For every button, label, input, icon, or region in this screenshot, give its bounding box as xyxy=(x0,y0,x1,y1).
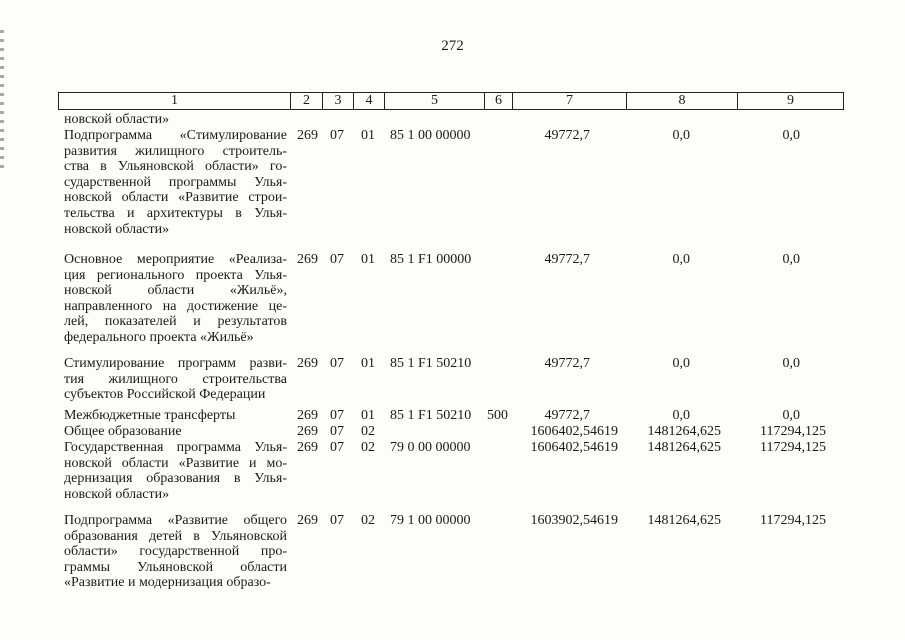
header-col-5: 5 xyxy=(385,93,485,109)
cell-col-4: 02 xyxy=(361,424,375,439)
description-line: лей, показателей и результатов xyxy=(64,314,287,330)
description-line: новской области «Развитие и мо- xyxy=(64,455,287,471)
description-line: субъектов Российской Федерации xyxy=(64,387,266,403)
description-line: Основное мероприятие «Реализа- xyxy=(64,252,287,267)
cell-col-3: 07 xyxy=(330,128,344,143)
cell-col-8: 1481264,625 xyxy=(647,440,721,455)
cell-col-7: 1606402,54619 xyxy=(530,424,618,439)
table-header xyxy=(58,92,844,110)
description-line: ция регионального проекта Улья- xyxy=(64,267,287,283)
cell-col-7: 49772,7 xyxy=(544,408,590,423)
description-line: тия жилищного строительства xyxy=(64,371,287,387)
cell-col-3: 07 xyxy=(330,408,344,423)
cell-col-9: 117294,125 xyxy=(760,440,826,455)
description-line: новской области «Развитие строи- xyxy=(64,190,287,206)
cell-col-8: 0,0 xyxy=(672,128,690,143)
cell-col-2: 269 xyxy=(297,513,318,528)
cell-col-2: 269 xyxy=(297,128,318,143)
cell-col-9: 0,0 xyxy=(782,128,800,143)
row-description xyxy=(64,440,287,502)
cell-col-3: 07 xyxy=(330,440,344,455)
cell-col-8: 1481264,625 xyxy=(647,424,721,439)
cell-col-4: 02 xyxy=(361,513,375,528)
cell-col-4: 01 xyxy=(361,252,375,267)
cell-col-5: 85 1 00 00000 xyxy=(390,128,471,143)
cell-col-9: 0,0 xyxy=(782,356,800,371)
description-line: Подпрограмма «Развитие общего xyxy=(64,513,287,528)
cell-col-9: 0,0 xyxy=(782,408,800,423)
cell-col-5: 79 1 00 00000 xyxy=(390,513,471,528)
cell-col-7: 49772,7 xyxy=(544,356,590,371)
cell-col-6: 500 xyxy=(487,408,508,423)
description-line: граммы Ульяновской области xyxy=(64,559,287,575)
header-col-3: 3 xyxy=(323,93,354,109)
cell-col-7: 49772,7 xyxy=(544,128,590,143)
cell-col-2: 269 xyxy=(297,424,318,439)
description-line: новской области» xyxy=(64,221,170,237)
cell-col-3: 07 xyxy=(330,356,344,371)
description-line: «Развитие и модернизация образо- xyxy=(64,575,271,591)
cell-col-5: 79 0 00 00000 xyxy=(390,440,471,455)
description-line: новской области» xyxy=(64,112,170,127)
cell-col-4: 01 xyxy=(361,356,375,371)
cell-col-3: 07 xyxy=(330,424,344,439)
row-description xyxy=(64,356,287,403)
cell-col-4: 01 xyxy=(361,408,375,423)
cell-col-3: 07 xyxy=(330,513,344,528)
cell-col-8: 0,0 xyxy=(672,252,690,267)
cell-col-9: 0,0 xyxy=(782,252,800,267)
description-line: Общее образование xyxy=(64,424,182,439)
header-col-4: 4 xyxy=(354,93,385,109)
cell-col-5: 85 1 F1 50210 xyxy=(390,356,472,371)
description-line: федерального проекта «Жильё» xyxy=(64,329,254,345)
description-line: образования детей в Ульяновской xyxy=(64,528,287,544)
cell-col-8: 1481264,625 xyxy=(647,513,721,528)
description-line: новской области» xyxy=(64,486,170,502)
description-line: дернизация образования в Улья- xyxy=(64,471,287,487)
description-line: новской области «Жильё», xyxy=(64,283,287,299)
cell-col-7: 1603902,54619 xyxy=(530,513,618,528)
header-col-8: 8 xyxy=(627,93,738,109)
header-col-7: 7 xyxy=(513,93,627,109)
cell-col-2: 269 xyxy=(297,440,318,455)
description-line: области» государственной про- xyxy=(64,544,287,560)
description-line: Подпрограмма «Стимулирование xyxy=(64,128,287,143)
cell-col-2: 269 xyxy=(297,252,318,267)
description-line: Межбюджетные трансферты xyxy=(64,408,236,423)
cell-col-5: 85 1 F1 50210 xyxy=(390,408,472,423)
row-description xyxy=(64,128,287,237)
cell-col-2: 269 xyxy=(297,356,318,371)
cell-col-8: 0,0 xyxy=(672,356,690,371)
description-line: направленного на достижение це- xyxy=(64,298,287,314)
description-line: ства в Ульяновской области» го- xyxy=(64,159,287,175)
row-description xyxy=(64,252,287,346)
cell-col-7: 1606402,54619 xyxy=(530,440,618,455)
cell-col-7: 49772,7 xyxy=(544,252,590,267)
cell-col-9: 117294,125 xyxy=(760,513,826,528)
header-col-9: 9 xyxy=(787,93,794,108)
row-description xyxy=(64,424,287,440)
cell-col-4: 01 xyxy=(361,128,375,143)
header-col-6: 6 xyxy=(485,93,513,109)
description-line: Государственная программа Улья- xyxy=(64,440,287,455)
cell-col-2: 269 xyxy=(297,408,318,423)
cell-col-9: 117294,125 xyxy=(760,424,826,439)
header-col-2: 2 xyxy=(291,93,323,109)
row-description xyxy=(64,112,287,128)
cell-col-5: 85 1 F1 00000 xyxy=(390,252,472,267)
description-line: сударственной программы Улья- xyxy=(64,174,287,190)
cell-col-4: 02 xyxy=(361,440,375,455)
page-number: 272 xyxy=(441,38,464,54)
row-description xyxy=(64,513,287,591)
row-description xyxy=(64,408,287,424)
header-col-1: 1 xyxy=(59,93,291,109)
cell-col-8: 0,0 xyxy=(672,408,690,423)
cell-col-3: 07 xyxy=(330,252,344,267)
description-line: Стимулирование программ разви- xyxy=(64,356,287,371)
description-line: тельства и архитектуры в Улья- xyxy=(64,205,287,221)
description-line: развития жилищного строитель- xyxy=(64,143,287,159)
